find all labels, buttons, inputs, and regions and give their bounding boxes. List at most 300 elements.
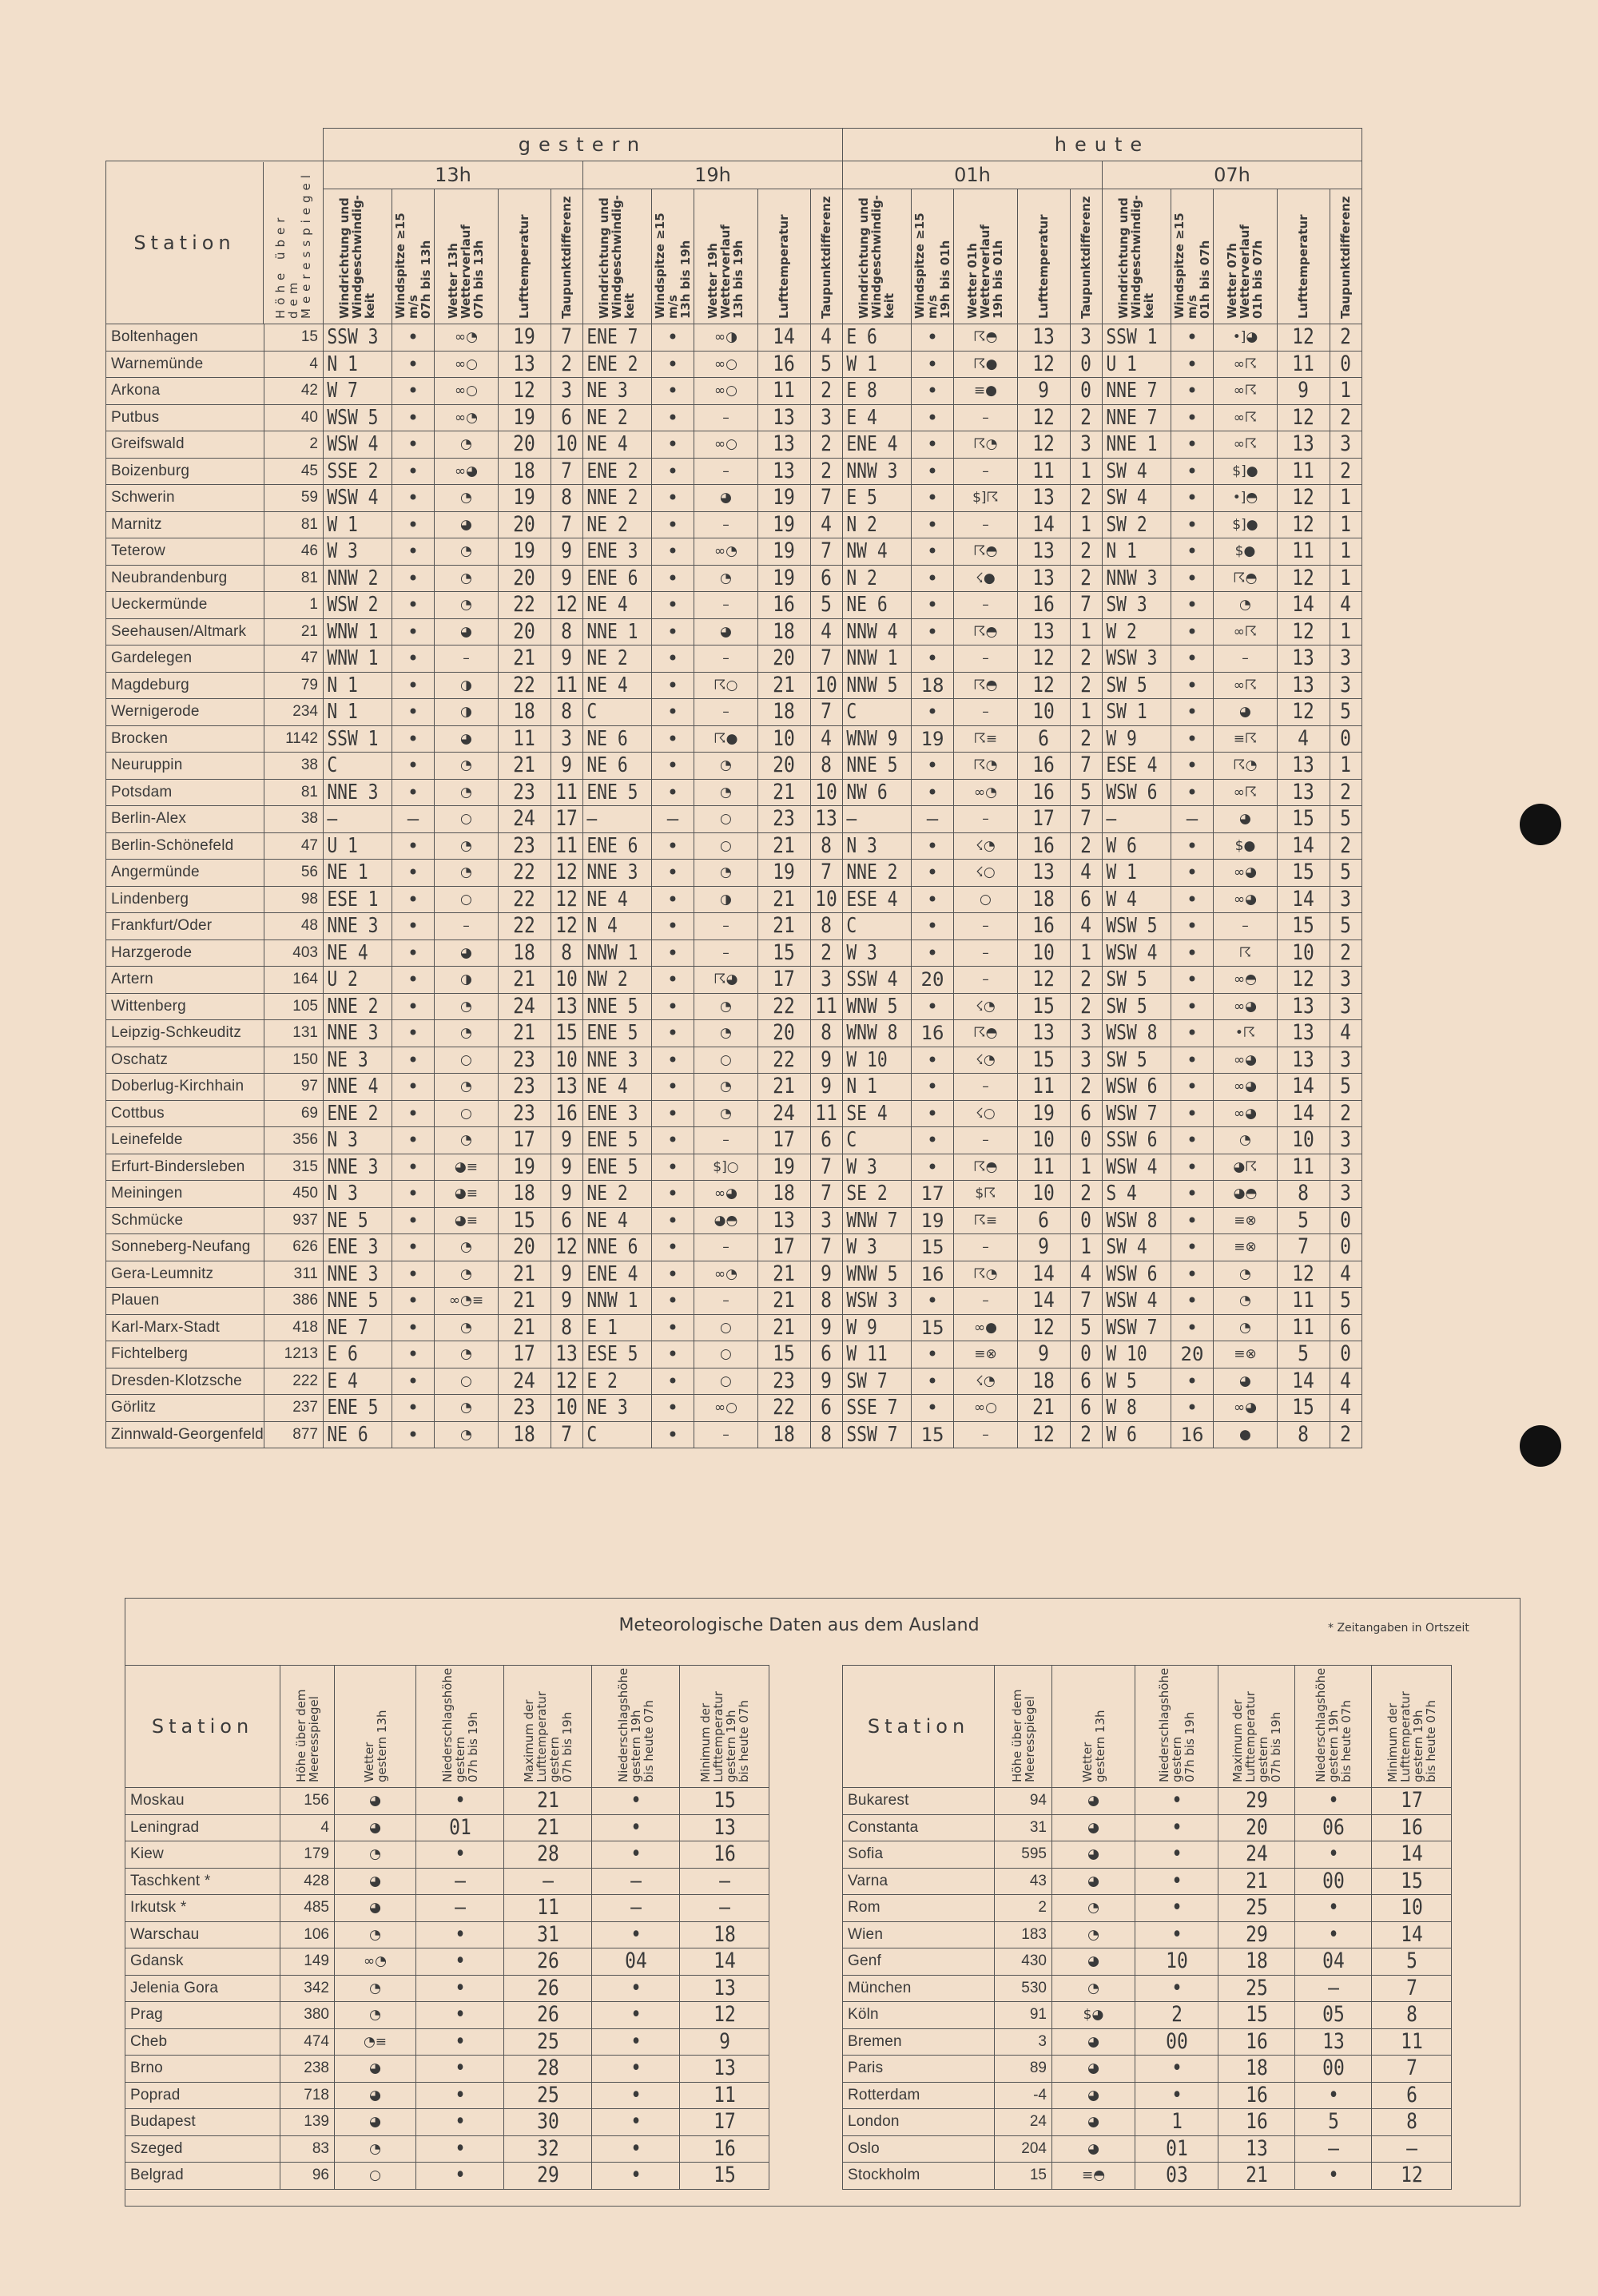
cell-sym: – — [953, 646, 1017, 673]
table-row — [106, 485, 1362, 512]
cell-num: 1 — [1332, 753, 1359, 780]
cell-sym: ☈● — [694, 725, 757, 753]
cell-alt: 98 — [264, 886, 323, 913]
foreign-cell: 17 — [1377, 1788, 1445, 1815]
cell-sp: • — [911, 511, 953, 538]
cell-sp: • — [1171, 324, 1213, 352]
cell-sym: ◑ — [434, 672, 498, 699]
cell-num: 15 — [761, 1341, 806, 1368]
col-header-label: Taupunktdifferenz — [1338, 196, 1354, 319]
cell-alt: 105 — [264, 993, 323, 1020]
cell-num: 10 — [1021, 1181, 1066, 1208]
foreign-col-header-label: Wetter gestern 13h — [361, 1710, 389, 1782]
cell-sp: • — [392, 646, 434, 673]
foreign-cell: • — [598, 2056, 674, 2083]
foreign-cell: ◔ — [335, 2002, 416, 2029]
cell-sym: ∞☈ — [1213, 404, 1277, 431]
cell-sym: ◔ — [694, 753, 757, 780]
cell-sym: ◔ — [434, 1074, 498, 1101]
foreign-cell: – — [1301, 1975, 1366, 2002]
cell-wind: – — [1102, 806, 1159, 833]
foreign-cell: 5 — [1377, 1948, 1445, 1976]
cell-wind: U 1 — [1102, 351, 1159, 378]
cell-num: 5 — [1332, 699, 1359, 726]
cell-sp: • — [392, 1314, 434, 1341]
cell-num: 3 — [1072, 1047, 1099, 1074]
foreign-cell: ◔ — [335, 1921, 416, 1948]
cell-num: 12 — [1281, 967, 1326, 994]
foreign-cell: 94 — [995, 1788, 1052, 1815]
cell-sp: • — [392, 1207, 434, 1234]
cell-num: 11 — [553, 779, 580, 806]
cell-sym: ☈≡ — [953, 1207, 1017, 1234]
table-row — [125, 2163, 769, 2190]
foreign-cell: – — [423, 1868, 498, 1895]
cell-num: 11 — [1021, 1154, 1066, 1181]
altitude-header-label: Höhe über dem Meeresspiegel — [272, 169, 313, 319]
cell-sym: ☈◓ — [953, 1154, 1017, 1181]
cell-num: 9 — [553, 1181, 580, 1208]
cell-wind: NE 5 — [323, 1207, 380, 1234]
cell-wind: WNW 1 — [323, 618, 380, 646]
cell-sp: • — [1171, 1314, 1213, 1341]
cell-wind: ENE 2 — [323, 1100, 380, 1127]
foreign-cell: 179 — [280, 1841, 335, 1869]
cell-sym: – — [953, 1074, 1017, 1101]
cell-sp: • — [911, 378, 953, 405]
cell-wind: NE 1 — [323, 860, 380, 887]
cell-alt: 69 — [264, 1100, 323, 1127]
cell-sym: ☈◓ — [953, 672, 1017, 699]
col-header-label: Taupunktdifferenz — [1079, 196, 1094, 319]
foreign-cell: ◕ — [1052, 2135, 1135, 2163]
foreign-cell: ◕ — [1052, 1814, 1135, 1841]
cell-wind: NNE 2 — [582, 485, 639, 512]
cell-sp: • — [911, 886, 953, 913]
cell-sym: ◔ — [434, 993, 498, 1020]
col-header-label: Wetter 19h Wetterverlauf 13h bis 19h — [706, 224, 746, 319]
foreign-cell: ≡◓ — [1052, 2163, 1135, 2190]
cell-sp: • — [1171, 1074, 1213, 1101]
cell-num: 9 — [553, 753, 580, 780]
cell-num: 21 — [761, 672, 806, 699]
cell-wind: NE 2 — [582, 404, 639, 431]
foreign-col-header — [1295, 1666, 1372, 1788]
cell-wind: SSE 2 — [323, 458, 380, 485]
cell-wind: NE 4 — [582, 1207, 639, 1234]
station-name: Gera-Leumnitz — [106, 1261, 264, 1288]
cell-sym: ◕ — [694, 618, 757, 646]
cell-num: 14 — [1021, 1288, 1066, 1315]
cell-num: 13 — [553, 1341, 580, 1368]
cell-sym: ∞● — [953, 1314, 1017, 1341]
foreign-cell: – — [598, 1868, 674, 1895]
cell-num: 12 — [1021, 672, 1066, 699]
cell-wind: WNW 8 — [842, 1020, 899, 1047]
cell-sp: • — [392, 993, 434, 1020]
cell-num: 7 — [553, 511, 580, 538]
cell-sp: • — [1171, 511, 1213, 538]
table-row — [125, 1868, 769, 1895]
foreign-cell: 428 — [280, 1868, 335, 1895]
foreign-col-header — [416, 1666, 504, 1788]
cell-num: 18 — [502, 939, 547, 967]
cell-num: 12 — [1021, 404, 1066, 431]
station-name: Sonneberg-Neufang — [106, 1234, 264, 1261]
cell-num: 5 — [1072, 779, 1099, 806]
foreign-cell: 342 — [280, 1975, 335, 2002]
foreign-station-header: Station — [843, 1666, 995, 1788]
foreign-cell: 1 — [1141, 2109, 1211, 2136]
cell-sp: • — [651, 1234, 694, 1261]
cell-num: 12 — [1021, 646, 1066, 673]
cell-alt: 626 — [264, 1234, 323, 1261]
cell-wind: NNE 2 — [323, 993, 380, 1020]
cell-sp: • — [392, 1127, 434, 1154]
cell-wind: NNE 5 — [323, 1288, 380, 1315]
foreign-cell: – — [511, 1868, 586, 1895]
table-row — [106, 378, 1362, 405]
cell-sym: ≡● — [953, 378, 1017, 405]
foreign-cell: 18 — [1224, 1948, 1290, 1976]
foreign-cell: • — [423, 2028, 498, 2056]
foreign-cell: – — [598, 1895, 674, 1922]
cell-wind: ESE 4 — [842, 886, 899, 913]
station-name: Berlin-Schönefeld — [106, 832, 264, 860]
cell-num: 2 — [1072, 404, 1099, 431]
foreign-cell: 11 — [511, 1895, 586, 1922]
cell-num: 19 — [502, 1154, 547, 1181]
table-row — [125, 2056, 769, 2083]
cell-num: 18 — [502, 1421, 547, 1448]
cell-num: 9 — [553, 538, 580, 566]
cell-sp: • — [392, 1395, 434, 1422]
cell-sym: ☈○ — [694, 672, 757, 699]
cell-wind: N 1 — [1102, 538, 1159, 566]
cell-sym: ∞◔≡ — [434, 1288, 498, 1315]
cell-alt: 81 — [264, 779, 323, 806]
cell-num: 22 — [761, 1395, 806, 1422]
cell-sp: • — [911, 431, 953, 459]
cell-num: 1 — [1332, 538, 1359, 566]
foreign-cell: – — [1377, 2135, 1445, 2163]
cell-num: 21 — [502, 1314, 547, 1341]
foreign-col-header-label: Maximum der Lufttemperatur gestern 07h bis 19h — [521, 1691, 574, 1782]
foreign-col-header — [995, 1666, 1052, 1788]
cell-sp: • — [392, 1261, 434, 1288]
cell-sp: • — [1171, 1020, 1213, 1047]
station-name: Moskau — [125, 1788, 280, 1815]
foreign-cell: ◕ — [1052, 2082, 1135, 2109]
foreign-col-header-label: Maximum der Lufttemperatur gestern 07h bis 19h — [1230, 1691, 1283, 1782]
cell-sym: ∞☈ — [1213, 779, 1277, 806]
cell-num: 13 — [502, 351, 547, 378]
cell-sp: 17 — [911, 1181, 953, 1208]
cell-wind: WSW 3 — [842, 1288, 899, 1315]
cell-wind: WSW 4 — [1102, 1288, 1159, 1315]
cell-wind: NW 2 — [582, 967, 639, 994]
cell-sp: • — [651, 351, 694, 378]
cell-sp: • — [392, 1181, 434, 1208]
cell-sym: ○ — [434, 1100, 498, 1127]
cell-sp: • — [651, 404, 694, 431]
cell-wind: W 9 — [842, 1314, 899, 1341]
cell-sp: • — [392, 967, 434, 994]
cell-sp: • — [1171, 939, 1213, 967]
cell-alt: 40 — [264, 404, 323, 431]
foreign-cell: -4 — [995, 2082, 1052, 2109]
station-name: Cottbus — [106, 1100, 264, 1127]
foreign-cell: 4 — [280, 1814, 335, 1841]
cell-num: 14 — [1021, 1261, 1066, 1288]
foreign-col-header — [680, 1666, 769, 1788]
foreign-cell: • — [1141, 1788, 1211, 1815]
foreign-col-header-label: Niederschlagshöhe gestern 07h bis 19h — [1156, 1667, 1197, 1782]
cell-sym: – — [953, 967, 1017, 994]
table-row — [106, 1288, 1362, 1315]
cell-sym: ◔ — [694, 1074, 757, 1101]
foreign-table-right — [842, 1665, 1452, 2190]
foreign-cell: 25 — [1224, 1975, 1290, 2002]
cell-sp: • — [651, 592, 694, 619]
cell-num: 3 — [813, 404, 840, 431]
foreign-cell: 13 — [1301, 2028, 1366, 2056]
cell-num: 20 — [502, 511, 547, 538]
station-name: Sofia — [843, 1841, 995, 1869]
cell-wind: ENE 2 — [582, 458, 639, 485]
cell-num: 1 — [1332, 485, 1359, 512]
cell-sp: • — [651, 1314, 694, 1341]
cell-wind: C — [582, 1421, 639, 1448]
cell-sym: ☈● — [953, 351, 1017, 378]
cell-num: 24 — [502, 1368, 547, 1395]
foreign-cell: • — [1301, 2163, 1366, 2190]
foreign-cell: • — [1301, 1921, 1366, 1948]
cell-wind: ENE 3 — [582, 1100, 639, 1127]
foreign-col-header — [335, 1666, 416, 1788]
cell-num: 2 — [1072, 1421, 1099, 1448]
station-name: Leinefelde — [106, 1127, 264, 1154]
cell-sp: • — [911, 699, 953, 726]
cell-sym: ● — [1213, 1421, 1277, 1448]
cell-num: 6 — [813, 565, 840, 592]
cell-sp: • — [911, 1074, 953, 1101]
cell-alt: 150 — [264, 1047, 323, 1074]
cell-sym: ◕ — [434, 618, 498, 646]
foreign-cell: 238 — [280, 2056, 335, 2083]
cell-wind: WSW 6 — [1102, 1074, 1159, 1101]
foreign-cell: 7 — [1377, 2056, 1445, 2083]
cell-num: 14 — [1281, 1100, 1326, 1127]
cell-sym: ◔ — [694, 1100, 757, 1127]
foreign-col-header-label: Niederschlagshöhe gestern 19h bis heute 07h — [615, 1667, 656, 1782]
cell-sym: ◔ — [434, 1314, 498, 1341]
cell-num: 4 — [1332, 1395, 1359, 1422]
cell-num: 3 — [1332, 1154, 1359, 1181]
cell-num: 13 — [1021, 324, 1066, 352]
table-row — [106, 565, 1362, 592]
cell-wind: C — [582, 699, 639, 726]
cell-num: 20 — [502, 1234, 547, 1261]
cell-num: 8 — [813, 913, 840, 940]
foreign-cell: 474 — [280, 2028, 335, 2056]
cell-wind: NNW 1 — [582, 939, 639, 967]
cell-num: 10 — [553, 1395, 580, 1422]
cell-num: 12 — [1281, 1261, 1326, 1288]
cell-num: 20 — [502, 618, 547, 646]
cell-sp: • — [651, 458, 694, 485]
cell-num: 3 — [1072, 431, 1099, 459]
cell-num: 4 — [1281, 725, 1326, 753]
cell-sp: • — [392, 1341, 434, 1368]
cell-wind: NE 6 — [842, 592, 899, 619]
cell-num: 7 — [553, 324, 580, 352]
foreign-cell: • — [423, 2135, 498, 2163]
cell-num: 6 — [813, 1341, 840, 1368]
foreign-cell: 16 — [1224, 2082, 1290, 2109]
cell-num: 20 — [761, 753, 806, 780]
cell-num: 12 — [1281, 618, 1326, 646]
cell-wind: NE 4 — [323, 939, 380, 967]
foreign-cell: • — [598, 1788, 674, 1815]
cell-sym: ○ — [694, 806, 757, 833]
cell-num: 13 — [1281, 672, 1326, 699]
col-header-19h-temp — [757, 189, 810, 324]
cell-alt: 450 — [264, 1181, 323, 1208]
station-name: Jelenia Gora — [125, 1975, 280, 2002]
cell-num: 0 — [1072, 1207, 1099, 1234]
cell-num: 8 — [553, 1314, 580, 1341]
cell-sp: • — [392, 618, 434, 646]
cell-wind: W 4 — [1102, 886, 1159, 913]
cell-sym: – — [694, 1288, 757, 1315]
cell-sym: ∞○ — [694, 378, 757, 405]
cell-sym: – — [694, 646, 757, 673]
cell-sp: • — [651, 967, 694, 994]
cell-num: 20 — [502, 431, 547, 459]
cell-wind: WSW 4 — [1102, 1154, 1159, 1181]
table-row — [843, 2163, 1452, 2190]
cell-num: 13 — [1021, 538, 1066, 566]
cell-sym: – — [1213, 913, 1277, 940]
station-name: Prag — [125, 2002, 280, 2029]
cell-num: 15 — [1021, 1047, 1066, 1074]
cell-wind: ENE 5 — [582, 1127, 639, 1154]
cell-num: 13 — [761, 404, 806, 431]
cell-num: 9 — [813, 1047, 840, 1074]
foreign-cell: 16 — [1224, 2109, 1290, 2136]
cell-wind: W 3 — [842, 939, 899, 967]
cell-sp: • — [911, 1100, 953, 1127]
cell-sym: – — [953, 939, 1017, 967]
cell-num: 24 — [761, 1100, 806, 1127]
cell-num: 16 — [1021, 592, 1066, 619]
foreign-cell: 29 — [1224, 1788, 1290, 1815]
cell-wind: WSW 8 — [1102, 1207, 1159, 1234]
table-row — [125, 1948, 769, 1976]
cell-alt: 1213 — [264, 1341, 323, 1368]
foreign-cell: 17 — [686, 2109, 762, 2136]
cell-alt: 937 — [264, 1207, 323, 1234]
cell-sym: ◔ — [434, 832, 498, 860]
cell-sp: • — [911, 1395, 953, 1422]
cell-wind: NE 2 — [582, 511, 639, 538]
col-header-07h-weather — [1213, 189, 1277, 324]
cell-num: 13 — [1281, 779, 1326, 806]
foreign-cell: • — [598, 1841, 674, 1869]
cell-sym: – — [434, 913, 498, 940]
cell-num: 19 — [761, 511, 806, 538]
foreign-cell: 21 — [1224, 2163, 1290, 2190]
cell-num: 1 — [1072, 939, 1099, 967]
cell-num: 22 — [502, 672, 547, 699]
cell-sp: 16 — [911, 1020, 953, 1047]
cell-wind: C — [842, 699, 899, 726]
station-name: London — [843, 2109, 995, 2136]
cell-num: 23 — [502, 779, 547, 806]
cell-sym: ≡⊗ — [953, 1341, 1017, 1368]
cell-num: 11 — [1281, 458, 1326, 485]
cell-alt: 59 — [264, 485, 323, 512]
cell-num: 15 — [1021, 993, 1066, 1020]
cell-alt: 38 — [264, 806, 323, 833]
cell-num: 7 — [813, 1234, 840, 1261]
cell-num: 5 — [1332, 860, 1359, 887]
cell-num: 7 — [813, 485, 840, 512]
cell-num: 0 — [1072, 378, 1099, 405]
cell-sym: ◔ — [434, 538, 498, 566]
cell-num: 2 — [1332, 324, 1359, 352]
foreign-cell: 106 — [280, 1921, 335, 1948]
cell-sp: • — [392, 939, 434, 967]
cell-wind: NNW 3 — [1102, 565, 1159, 592]
cell-num: 22 — [761, 993, 806, 1020]
cell-sp: • — [651, 1341, 694, 1368]
cell-num: 18 — [502, 1181, 547, 1208]
station-name: Paris — [843, 2056, 995, 2083]
cell-sym: ☇◔ — [953, 832, 1017, 860]
cell-num: 7 — [553, 1421, 580, 1448]
station-name: Wittenberg — [106, 993, 264, 1020]
foreign-col-header-label: Wetter gestern 13h — [1079, 1710, 1107, 1782]
cell-wind: W 3 — [323, 538, 380, 566]
cell-alt: 4 — [264, 351, 323, 378]
local-time-note: * Zeitangaben in Ortszeit — [1328, 1622, 1469, 1635]
cell-wind: N 1 — [323, 351, 380, 378]
foreign-col-header — [1052, 1666, 1135, 1788]
col-header-label: Windspitze ≥15 m/s 07h bis 13h — [392, 213, 433, 319]
cell-num: 19 — [1021, 1100, 1066, 1127]
foreign-cell: ◔ — [335, 1841, 416, 1869]
cell-alt: 15 — [264, 324, 323, 352]
cell-num: 15 — [1281, 860, 1326, 887]
cell-sp: • — [392, 832, 434, 860]
station-name: Stockholm — [843, 2163, 995, 2190]
cell-num: 15 — [1281, 1395, 1326, 1422]
table-row — [106, 324, 1362, 352]
cell-sp: • — [392, 1100, 434, 1127]
cell-sp: • — [392, 431, 434, 459]
cell-num: 2 — [813, 939, 840, 967]
hour-19h: 19h — [582, 161, 842, 189]
cell-wind: WSW 4 — [323, 431, 380, 459]
foreign-cell: ◕ — [1052, 1841, 1135, 1869]
cell-num: 3 — [813, 967, 840, 994]
foreign-cell: 25 — [1224, 1895, 1290, 1922]
cell-sym: ☈◕ — [694, 967, 757, 994]
foreign-cell: 31 — [995, 1814, 1052, 1841]
cell-num: 7 — [553, 458, 580, 485]
